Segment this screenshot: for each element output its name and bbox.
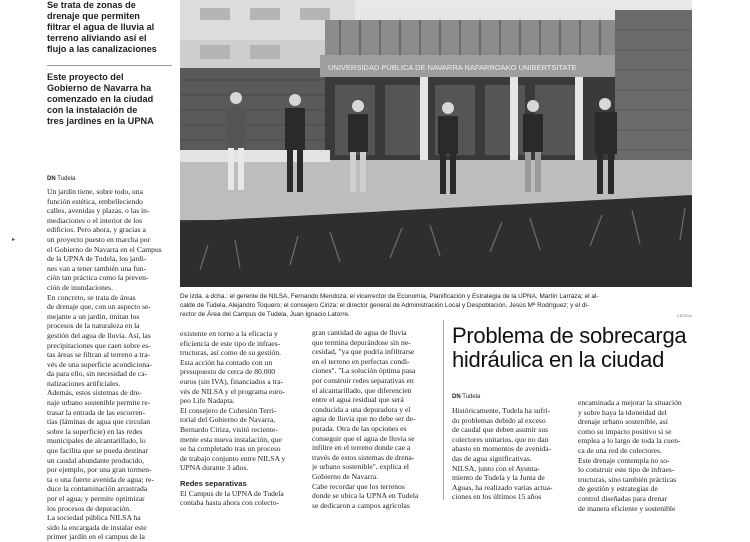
text-line: función estética, embelleciendo xyxy=(47,196,143,206)
text-line: conseguir que el agua de lluvia se xyxy=(312,433,415,443)
text-line: como su impacto positivo si se xyxy=(578,426,672,436)
text-line: Históricamente, Tudela ha sufri- xyxy=(452,406,551,415)
text-line: Aguas, ha realizado varias actua- xyxy=(452,482,553,492)
summary-line: Se trata de zonas de xyxy=(47,0,136,10)
byline-source: DN xyxy=(47,176,56,182)
text-line: por el agua; y permite optimizar xyxy=(47,494,145,503)
text-line: Este drenaje contempla no so- xyxy=(578,455,670,465)
byline-place: Tudela xyxy=(462,394,481,400)
summary-line: Gobierno de Navarra ha xyxy=(47,83,152,93)
text-line: da para ello, sin necesidad de ca- xyxy=(47,369,148,379)
summary-line: tres jardines en la UPNA xyxy=(47,116,154,126)
text-line: do problemas debido al exceso xyxy=(452,415,546,425)
article-column-1 xyxy=(47,187,169,542)
text-line: en el terreno en perfectas condi- xyxy=(312,356,410,366)
text-line: los procesos de depuración. xyxy=(47,503,131,513)
text-line: Esta acción ha contado con un xyxy=(180,357,273,367)
text-line: mente esta nueva instalación, que xyxy=(180,434,282,444)
text-line: tructuras, así como de su gestión. xyxy=(180,348,282,358)
text-line: je urbano sostenible", explica el xyxy=(312,462,409,472)
text-line: que facilita que se pueda destinar xyxy=(47,446,148,456)
text-line: ciones". "La solución óptima pasa xyxy=(312,366,416,376)
text-line: Bernardo Ciriza, visitó reciente- xyxy=(180,424,278,434)
text-line: NILSA, junto con el Ayunta- xyxy=(452,463,540,473)
summary-bullet-1 xyxy=(47,0,172,55)
text-line: euros (sin IVA), financiados a tra- xyxy=(180,376,284,386)
column-subhead: Redes separativas xyxy=(180,478,247,488)
text-line: donde se ubica la UPNA en Tudela xyxy=(312,491,419,501)
text-line: se ha completado tras un proceso xyxy=(180,444,281,454)
summary-line: Este proyecto del xyxy=(47,72,124,82)
text-line: de la UPNA de Tudela, los jardi- xyxy=(47,254,147,264)
text-line: El consejero de Cohesión Terri- xyxy=(180,405,277,415)
article-2-column-b xyxy=(578,398,695,513)
text-line: de drenaje que, con un aspecto se- xyxy=(47,302,151,312)
text-line: trasar la entrada de las escorren- xyxy=(47,407,146,417)
text-line: de caudal que deben asumir sus xyxy=(452,425,548,435)
text-line: de manera eficiente y sostenible xyxy=(578,503,676,513)
headline-line: Problema de sobrecarga xyxy=(452,323,687,348)
text-line: primer jardín en el campus de la xyxy=(47,532,145,542)
text-line: duce la contaminación arrastrada xyxy=(47,484,148,494)
text-line: Además, estos sistemas de dre- xyxy=(47,388,142,398)
text-line: ca de una red de colectores. xyxy=(578,445,662,455)
text-line: conducida a una depuradora y el xyxy=(312,404,411,414)
headline-line: hidráulica en la ciudad xyxy=(452,346,665,372)
text-line: contaba hasta ahora con colecto- xyxy=(180,498,280,508)
summary-line: drenaje que permiten xyxy=(47,11,140,21)
text-line: colectores unitarios, que no dan xyxy=(452,434,549,444)
text-line: gran cantidad de agua de lluvia xyxy=(312,328,407,337)
text-line: ciones en los últimos 15 años xyxy=(452,492,542,502)
column-divider xyxy=(443,320,444,500)
text-line: ta o una fuerte avenida de agua; re- xyxy=(47,474,154,484)
summary-line: con la instalación de xyxy=(47,105,138,115)
text-line: peo Life Nadapta. xyxy=(180,396,235,406)
text-line: gestión del agua de lluvia. Así, las xyxy=(47,330,151,340)
text-line: municipales de alcantarillado, lo xyxy=(47,436,146,446)
article-2-byline xyxy=(452,394,480,400)
article-column-3 xyxy=(312,328,438,510)
text-line: drenaje urbano sostenible, así xyxy=(578,417,668,427)
text-line: procesos de la naturaleza en la xyxy=(47,321,140,331)
text-line: tías (láminas de agua que circulan xyxy=(47,417,151,427)
summary-line: terreno aliviando así el xyxy=(47,33,147,43)
photo-illustration xyxy=(180,0,692,287)
divider xyxy=(47,65,172,66)
text-line: por ejemplo, por una gran tormen- xyxy=(47,465,152,475)
text-line: calles, avenidas y plazas, o las in- xyxy=(47,206,150,216)
byline-source: DN xyxy=(452,394,461,400)
text-line: través de estos sistemas de drena- xyxy=(312,452,415,462)
text-line: se dedicaron a campos agrícolas xyxy=(312,500,410,510)
margin-mark: ▸ xyxy=(12,237,16,243)
summary-line: comenzado en la ciudad xyxy=(47,94,154,104)
summary-line: flujo a las canalizaciones xyxy=(47,44,157,54)
text-line: vés de NILSA y el programa euro- xyxy=(180,386,286,396)
text-line: precipitaciones que caen sobre es- xyxy=(47,340,151,350)
text-line: de gestión y estrategias de xyxy=(578,484,658,494)
article-2-column-a xyxy=(452,406,570,502)
text-line: encaminada a mejorar la situación xyxy=(578,398,682,407)
text-line: abasto en momentos de avenida- xyxy=(452,444,552,454)
caption-line: rector de Área del Campus de Tudela, Juan Ignacio Latorre. xyxy=(180,311,350,318)
text-line: edificios. Pero ahora, y gracias a xyxy=(47,225,146,235)
text-line: nalizaciones artificiales. xyxy=(47,378,121,388)
text-line: control diseñadas para drenar xyxy=(578,493,668,503)
article-2-headline xyxy=(452,324,692,371)
text-line: das de agua significativas. xyxy=(452,453,532,463)
text-line: entre el agua residual que será xyxy=(312,395,404,405)
text-line: infiltre en el terreno donde cae a xyxy=(312,443,411,453)
text-line: mediaciones o el interior de los xyxy=(47,215,143,225)
text-line: presupuesto de cerca de 80.000 xyxy=(180,367,276,377)
article-column-2 xyxy=(180,329,302,508)
text-line: que termina depurándose sin ne- xyxy=(312,337,411,347)
text-line: emplea a lo largo de toda la cuen- xyxy=(578,436,681,446)
text-line: torial del Gobierno de Navarra, xyxy=(180,415,276,425)
text-line: el alcantarillado, que diferencien xyxy=(312,385,412,395)
text-line: existente en torno a la eficacia y xyxy=(180,329,278,338)
text-line: tas áreas se filtran al terreno a tra- xyxy=(47,350,151,360)
text-line: ción de inundaciones. xyxy=(47,282,114,292)
text-line: purada. Otra de las opciones es xyxy=(312,423,407,433)
text-line: el Gobierno de Navarra en el Campus xyxy=(47,244,162,254)
text-line: un proyecto puesto en marcha por xyxy=(47,234,151,244)
news-photo xyxy=(180,0,692,287)
text-line: ción tan práctica como la preven- xyxy=(47,273,149,283)
column-2-after xyxy=(180,489,302,508)
text-line: La sociedad pública NILSA ha xyxy=(47,513,141,523)
text-line: de trabajo conjunto entre NILSA y xyxy=(180,453,286,463)
text-line: UPNA durante 3 años. xyxy=(180,463,249,473)
text-line: En concreto, se trata de áreas xyxy=(47,292,136,302)
building-sign-text: UNIVERSIDAD PÚBLICA DE NAVARRA NAFARROAKO UNIBERTSITATE xyxy=(328,63,577,72)
text-line: Gobierno de Navarra. xyxy=(312,471,378,481)
photo-caption xyxy=(180,292,692,319)
text-line: mejante a un jardín, imitan los xyxy=(47,311,140,321)
text-line: miento de Tudela y la Junta de xyxy=(452,473,545,483)
article-byline xyxy=(47,176,75,182)
text-line: nes van a tener también una fun- xyxy=(47,263,147,273)
text-line: un caudal abundante producido, xyxy=(47,455,144,465)
text-line: lo construir este tipo de infraes- xyxy=(578,465,675,475)
summary-line: filtrar el agua de lluvia al xyxy=(47,22,155,32)
text-line: Cabe recordar que los terrenos xyxy=(312,481,405,491)
text-line: por construir redes separativas en xyxy=(312,375,414,385)
summary-bullet-2 xyxy=(47,72,172,127)
text-line: vés de una superficie acondiciona- xyxy=(47,359,152,369)
byline-place: Tudela xyxy=(57,176,76,182)
text-line: Un jardín tiene, sobre todo, una xyxy=(47,187,143,196)
caption-line: De izda. a dcha.: el gerente de NILSA, Fernando Mendoza; el vicerrector de Economía, Planificación y Estrategia de la UPNA, Martín Larraza; el al- xyxy=(180,293,599,300)
summary-bullets xyxy=(47,0,172,133)
text-line: El Campus de la UPNA de Tudela xyxy=(180,488,284,498)
text-line: agua de lluvia que no debe ser de- xyxy=(312,414,416,424)
photo-credit: CEDIDA xyxy=(676,313,692,318)
caption-line: calde de Tudela, Alejandro Toquero; el consejero Ciriza; el director general de Administración Local y Despoblación, Jesús Mª Rodríguez; y el di- xyxy=(180,302,589,309)
text-line: cesidad, "ya que podría infiltrarse xyxy=(312,347,415,357)
column-2-text xyxy=(180,329,302,473)
text-line: sobre la superficie) en las redes xyxy=(47,426,143,436)
text-line: sido la encargada de instalar este xyxy=(47,522,147,532)
text-line: eficiencia de este tipo de infraes- xyxy=(180,338,281,348)
text-line: naje urbano sostenible permite re- xyxy=(47,398,151,408)
text-line: tructuras, sino también prácticas xyxy=(578,474,677,484)
text-line: y sobre haya la idoneidad del xyxy=(578,407,667,417)
